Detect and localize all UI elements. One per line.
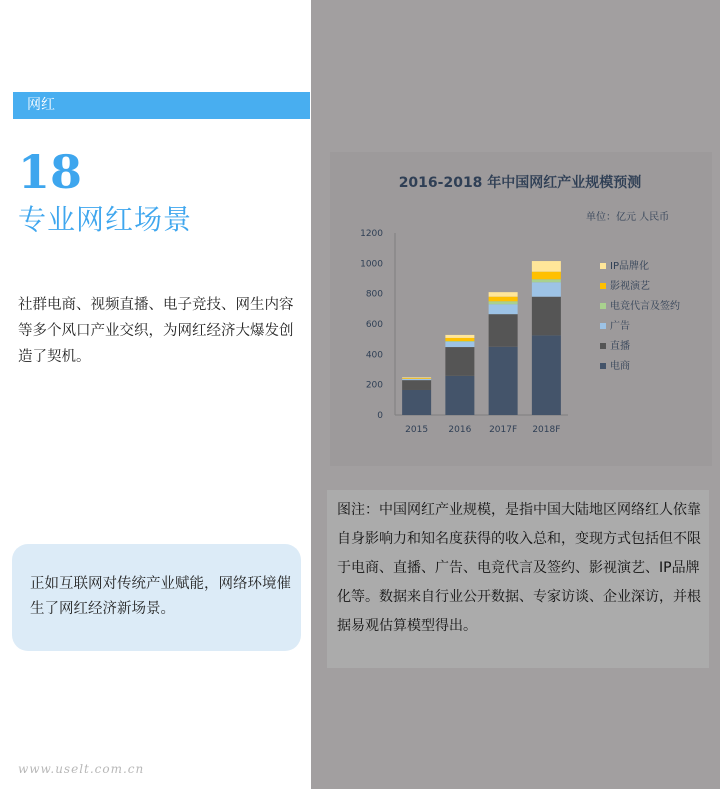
- bar-segment: [445, 335, 474, 338]
- legend-swatch: [600, 283, 606, 289]
- bar-segment: [489, 301, 518, 304]
- bar-segment: [532, 261, 561, 272]
- bar-segment: [402, 390, 431, 415]
- y-tick-label: 1000: [360, 259, 383, 270]
- intro-paragraph: 社群电商、视频直播、电子竞技、网生内容等多个风口产业交织，为网红经济大爆发创造了契机。: [18, 297, 294, 365]
- watermark: www.uselt.com.cn: [18, 762, 145, 776]
- x-tick-label: 2017F: [489, 425, 518, 435]
- bar-chart: [330, 152, 712, 466]
- bar-segment: [402, 378, 431, 379]
- chart-legend: [600, 259, 680, 372]
- bar-segment: [445, 338, 474, 341]
- quote-text: 正如互联网对传统产业赋能，网络环境催生了网红经济新场景。: [30, 576, 291, 617]
- legend-label: 电竞代言及签约: [610, 301, 680, 312]
- page-number: 18: [18, 145, 83, 199]
- section-tag: 网红: [13, 92, 310, 119]
- y-tick-label: 800: [365, 289, 383, 300]
- y-tick-label: 200: [365, 380, 383, 391]
- bar-segment: [489, 292, 518, 297]
- bar-segment: [402, 380, 431, 390]
- x-tick-label: 2015: [405, 425, 429, 435]
- legend-label: 广告: [610, 321, 630, 332]
- page-title: 专业网红场景: [18, 203, 193, 236]
- legend-swatch: [600, 263, 606, 269]
- bar-segment: [445, 376, 474, 415]
- legend-swatch: [600, 343, 606, 349]
- caption-box: [327, 490, 709, 668]
- legend-label: 直播: [610, 341, 630, 352]
- legend-label: 电商: [610, 361, 630, 372]
- chart-title: 2016-2018 年中国网红产业规模预测: [398, 175, 642, 191]
- bar-segment: [402, 379, 431, 380]
- bar-segment: [532, 297, 561, 336]
- bar-segment: [445, 341, 474, 342]
- y-tick-label: 0: [377, 411, 383, 421]
- x-tick-label: 2018F: [532, 425, 561, 435]
- legend-swatch: [600, 363, 606, 369]
- bar-segment: [532, 279, 561, 282]
- bar-segment: [489, 314, 518, 347]
- legend-swatch: [600, 303, 606, 309]
- bar-segment: [532, 272, 561, 280]
- bar-segment: [532, 282, 561, 296]
- x-tick-label: 2016: [448, 425, 472, 435]
- bar-segment: [489, 347, 518, 415]
- chart-unit-label: 单位：亿元 人民币: [586, 212, 670, 223]
- quote-box: [12, 544, 301, 651]
- bar-segment: [445, 347, 474, 376]
- caption-text: 图注：中国网红产业规模，是指中国大陆地区网络红人依靠自身影响力和知名度获得的收入总和，变现方式包括但不限于电商、直播、广告、电竞代言及签约、影视演艺、IP品牌化等。数据来自行业公开数据、专家访谈、企业深访，并根据易观估算模型得出。: [337, 502, 701, 634]
- y-tick-label: 600: [365, 320, 383, 330]
- legend-swatch: [600, 323, 606, 329]
- bar-segment: [532, 335, 561, 415]
- chart-bars: [402, 261, 561, 415]
- bar-segment: [402, 377, 431, 378]
- bar-segment: [489, 297, 518, 302]
- legend-label: 影视演艺: [610, 281, 650, 292]
- bar-segment: [489, 304, 518, 314]
- bar-segment: [445, 342, 474, 347]
- y-tick-label: 1200: [360, 229, 383, 239]
- legend-label: IP品牌化: [610, 261, 649, 272]
- y-tick-label: 400: [365, 350, 383, 361]
- chart-panel: [330, 152, 712, 466]
